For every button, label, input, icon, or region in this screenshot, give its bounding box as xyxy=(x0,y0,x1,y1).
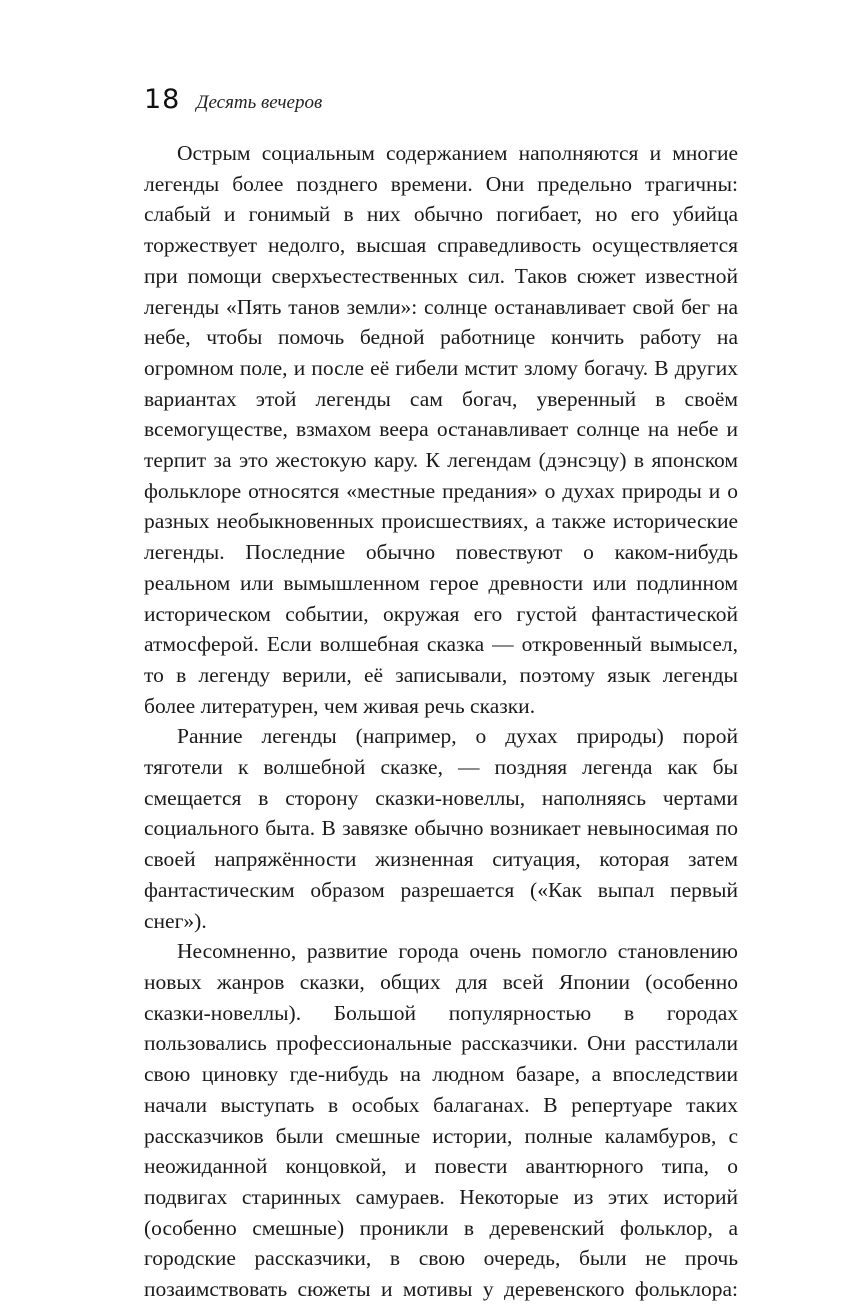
running-head xyxy=(144,84,322,124)
paragraph-3: Несомненно, развитие города очень помогло становлению новых жанров сказки, общих для всей Японии (особенно сказки-новеллы). Большой популярностью в городах пользовались профессиональные рассказчики. Они расстилали свою циновку где-нибудь на людном базаре, а впоследствии начали выступать в особых балаганах. В репертуаре таких рассказчиков были смешные истории, полные каламбуров, с неожиданной концовкой, и повести авантюрного типа, о подвигах старинных самураев. Некоторые из этих историй (особенно смешные) проникли в деревенский фольклор, а городские рассказчики, в свою очередь, были не прочь позаимствовать сюжеты и мотивы у деревенского фольклора: xyxy=(144,939,738,1302)
body-text xyxy=(144,138,738,1305)
paragraph-2: Ранние легенды (например, о духах природы) порой тяготели к волшебной сказке, — поздняя легенда как бы смещается в сторону сказки-новеллы, наполняясь чертами социального быта. В завязке обычно возникает невыносимая по своей напряжённости жизненная ситуация, которая затем фантастическим образом разрешается («Как выпал первый снег»). xyxy=(144,724,738,933)
page-number: 18 xyxy=(144,84,181,115)
book-title: Десять вечеров xyxy=(196,92,323,113)
paragraph-1: Острым социальным содержанием наполняются и многие легенды более позднего времени. Они предельно трагичны: слабый и гонимый в них обычно погибает, но его убийца торжествует недолго, высшая справедливость осуществляется при помощи сверхъестественных сил. Таков сюжет известной легенды «Пять танов земли»: солнце останавливает свой бег на небе, чтобы помочь бедной работнице кончить работу на огромном поле, и после её гибели мстит злому богачу. В других вариантах этой легенды сам богач, уверенный в своём всемогуществе, взмахом веера останавливает солнце на небе и терпит за это жестокую кару. К легендам (дэнсэцу) в японском фольклоре относятся «местные предания» о духах природы и о разных необыкновенных происшествиях, а также исторические легенды. Последние обычно повествуют о каком-нибудь реальном или вымышленном герое древности или подлинном историческом событии, окружая его густой фантастической атмосферой. Если волшебная сказка — откровенный вымысел, то в легенду верили, её записывали, поэтому язык легенды более литературен, чем живая речь сказки. xyxy=(144,141,738,718)
